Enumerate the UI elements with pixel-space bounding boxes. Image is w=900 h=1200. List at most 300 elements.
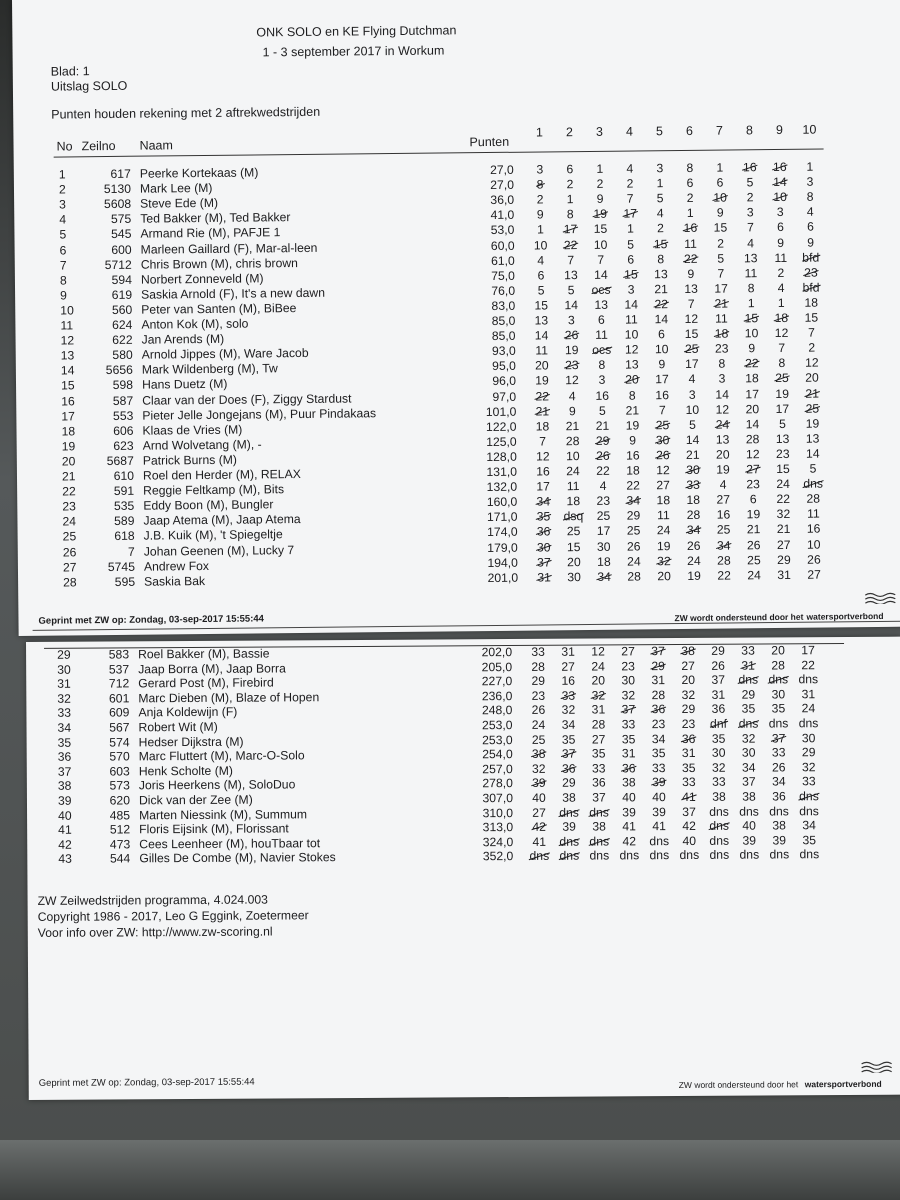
- points-cell: 313,0: [482, 820, 514, 835]
- rank-cell: 5: [59, 227, 67, 242]
- race-1-discarded-score: 8: [536, 177, 544, 192]
- name-cell: Joris Heerkens (M), SoloDuo: [138, 777, 296, 793]
- race-4-score: 38: [622, 775, 636, 790]
- rank-cell: 35: [57, 735, 72, 750]
- race-10-score: 33: [802, 774, 816, 789]
- points-cell: 95,0: [492, 359, 516, 374]
- support-text: ZW wordt ondersteund door het: [674, 611, 804, 624]
- race-1-score: 16: [536, 464, 550, 479]
- race-8-score: 34: [741, 760, 756, 775]
- race-1-score: 29: [531, 674, 546, 689]
- race-4-score: 16: [625, 448, 640, 463]
- race-9-discarded-score: 37: [771, 730, 786, 746]
- rank-cell: 20: [61, 454, 76, 469]
- points-cell: 227,0: [481, 674, 513, 689]
- race-6-discarded-score: 41: [682, 789, 696, 804]
- race-8-score: 20: [745, 401, 760, 416]
- race-2-score: 7: [567, 252, 575, 267]
- sail-number-cell: 553: [112, 408, 134, 423]
- race-4-score: 8: [628, 387, 636, 403]
- race-3-score: 38: [592, 819, 606, 834]
- race-1-score: 32: [531, 761, 546, 776]
- race-5-score: 6: [658, 327, 666, 342]
- race-7-discarded-score: dnf: [709, 716, 728, 731]
- col-header-race-3: 3: [595, 124, 603, 139]
- race-7-score: 7: [717, 266, 725, 281]
- race-4-score: dns: [619, 848, 640, 863]
- race-4-score: 2: [626, 176, 634, 191]
- race-10-score: 30: [801, 730, 816, 745]
- race-1-score: 19: [535, 373, 549, 388]
- name-cell: Gilles De Combe (M), Navier Stokes: [139, 850, 336, 866]
- event-title: ONK SOLO en KE Flying Dutchman: [256, 23, 457, 40]
- race-4-score: 23: [621, 658, 635, 673]
- race-6-score: 6: [686, 175, 694, 191]
- rank-cell: 23: [62, 499, 76, 514]
- race-7-discarded-score: dns: [709, 818, 730, 834]
- points-cell: 36,0: [490, 192, 515, 208]
- race-4-score: 40: [622, 790, 636, 805]
- race-4-score: 3: [627, 282, 635, 297]
- race-8-score: 13: [743, 250, 758, 265]
- name-cell: Robert Wit (M): [138, 719, 218, 735]
- col-header-race-1: 1: [535, 125, 543, 140]
- race-6-score: 32: [681, 687, 696, 702]
- name-cell: Dick van der Zee (M): [138, 792, 253, 808]
- col-header-race-4: 4: [625, 124, 633, 139]
- race-6-score: 20: [681, 673, 696, 688]
- race-8-score: 26: [746, 537, 761, 552]
- race-9-score: dns: [768, 716, 789, 731]
- race-10-score: 11: [807, 506, 820, 521]
- points-cell: 122,0: [485, 419, 517, 434]
- race-6-score: 3: [688, 387, 696, 402]
- race-6-score: 14: [685, 432, 700, 447]
- race-3-score: 31: [591, 702, 606, 717]
- sail-number-cell: 7: [127, 544, 135, 559]
- race-10-score: 27: [807, 567, 821, 582]
- rank-cell: 41: [58, 822, 72, 837]
- race-10-discarded-score: dns: [799, 789, 819, 804]
- race-2-score: 19: [564, 343, 579, 358]
- race-9-score: 22: [776, 492, 791, 507]
- race-10-score: 26: [807, 552, 821, 567]
- sail-number-cell: 574: [109, 734, 130, 750]
- sail-number-cell: 617: [110, 166, 131, 181]
- race-10-score: 24: [801, 701, 816, 716]
- race-5-score: 20: [657, 568, 671, 583]
- race-6-score: 15: [684, 326, 699, 342]
- race-4-score: 13: [625, 357, 639, 372]
- class-label: Uitslag SOLO: [50, 78, 128, 94]
- name-cell: Floris Eijsink (M), Florissant: [139, 821, 289, 837]
- race-9-score: 29: [777, 552, 791, 567]
- race-4-score: 25: [626, 523, 641, 538]
- race-3-score: 5: [598, 403, 606, 418]
- race-1-score: 23: [531, 688, 546, 703]
- rank-cell: 13: [60, 348, 75, 363]
- race-8-score: 24: [747, 567, 761, 583]
- race-5-score: 21: [654, 281, 668, 297]
- sail-number-cell: 485: [109, 807, 131, 823]
- race-1-discarded-score: 22: [535, 388, 550, 404]
- race-3-score: 6: [597, 312, 605, 327]
- race-3-discarded-score: 19: [593, 207, 608, 222]
- race-3-score: 8: [598, 358, 606, 373]
- rank-cell: 18: [61, 424, 76, 439]
- race-10-score: dns: [799, 803, 819, 818]
- race-8-score: 3: [746, 205, 754, 220]
- race-6-score: 1: [686, 206, 694, 221]
- race-8-discarded-score: 15: [744, 311, 759, 326]
- race-7-score: 14: [715, 387, 730, 402]
- rank-cell: 43: [58, 852, 72, 867]
- rank-cell: 17: [61, 408, 75, 424]
- race-9-score: 26: [771, 760, 786, 775]
- sail-number-cell: 600: [111, 242, 132, 257]
- race-3-score: 9: [596, 192, 604, 207]
- rank-cell: 22: [62, 484, 76, 499]
- race-4-score: 10: [624, 327, 639, 342]
- points-cell: 160,0: [486, 494, 518, 510]
- race-5-score: 8: [657, 251, 665, 266]
- name-cell: Cees Leenheer (M), houTbaar tot: [139, 836, 321, 852]
- race-10-score: 20: [805, 370, 819, 386]
- results-sheet-page-1: [12, 0, 900, 636]
- sail-number-cell: 575: [110, 212, 132, 227]
- race-2-score: 6: [566, 162, 574, 177]
- race-7-score: 33: [712, 775, 726, 790]
- name-cell: Claar van der Does (F), Ziggy Stardust: [142, 390, 352, 408]
- discard-note: Punten houden rekening met 2 aftrekwedstrijden: [51, 104, 321, 122]
- race-10-score: 32: [801, 759, 816, 775]
- name-cell: Reggie Feltkamp (M), Bits: [143, 482, 285, 498]
- sail-number-cell: 712: [108, 676, 130, 691]
- race-2-score: 30: [567, 569, 581, 584]
- race-8-score: 9: [748, 341, 756, 356]
- points-cell: 254,0: [482, 747, 513, 762]
- race-3-score: dns: [589, 848, 610, 863]
- race-6-score: 21: [685, 447, 700, 462]
- rank-cell: 6: [59, 242, 67, 258]
- race-2-score: 16: [561, 673, 576, 688]
- col-header-race-5: 5: [655, 124, 663, 139]
- race-3-score: 25: [596, 509, 611, 524]
- name-cell: Saskia Bak: [144, 573, 206, 589]
- race-5-score: 27: [656, 478, 670, 493]
- race-6-score: 11: [684, 236, 697, 251]
- name-cell: Patrick Burns (M): [142, 452, 238, 468]
- race-1-score: 1: [536, 222, 544, 237]
- race-8-score: 17: [745, 386, 760, 401]
- name-cell: Henk Scholte (M): [138, 763, 233, 779]
- col-header-zeilno: Zeilno: [81, 138, 116, 154]
- sail-number-cell: 598: [112, 378, 134, 393]
- race-10-score: 19: [805, 416, 820, 431]
- points-cell: 205,0: [481, 659, 513, 674]
- support-text-2: ZW wordt ondersteund door het: [678, 1079, 799, 1091]
- points-cell: 60,0: [490, 238, 515, 253]
- window-sill: [0, 1140, 900, 1200]
- race-9-discarded-score: 14: [773, 174, 787, 190]
- race-9-score: 4: [777, 280, 785, 295]
- name-cell: Roel den Herder (M), RELAX: [142, 467, 301, 483]
- race-5-discarded-score: 22: [654, 297, 669, 312]
- points-cell: 202,0: [481, 645, 513, 660]
- race-3-score: 30: [596, 539, 611, 554]
- race-7-score: 19: [716, 462, 730, 477]
- race-10-score: 14: [805, 446, 820, 461]
- rank-cell: 33: [57, 706, 72, 721]
- race-8-score: 30: [741, 745, 756, 760]
- race-6-score: 4: [688, 372, 696, 387]
- race-6-score: 17: [684, 357, 699, 372]
- race-2-discarded-score: dns: [559, 849, 580, 864]
- name-cell: Pieter Jelle Jongejans (M), Puur Pindakaas: [142, 405, 377, 423]
- race-3-score: 21: [595, 418, 610, 433]
- race-2-score: 4: [568, 388, 576, 403]
- race-5-score: 40: [652, 790, 666, 805]
- print-stamp: Geprint met ZW op: Zondag, 03-sep-2017 15:55:44: [38, 613, 264, 627]
- race-9-discarded-score: 25: [775, 371, 789, 386]
- race-8-score: 19: [746, 507, 761, 522]
- race-7-score: 20: [715, 447, 730, 462]
- race-3-score: 37: [592, 790, 606, 805]
- rank-cell: 3: [59, 197, 67, 212]
- name-cell: Arnold Jippes (M), Ware Jacob: [141, 346, 309, 362]
- race-8-score: 21: [746, 522, 761, 537]
- race-6-score: 23: [681, 716, 696, 731]
- race-5-score: 35: [651, 746, 666, 761]
- race-9-score: 23: [775, 446, 790, 461]
- race-3-score: 17: [596, 524, 611, 539]
- sail-number-cell: 587: [112, 393, 134, 408]
- sail-number-cell: 5712: [104, 257, 132, 272]
- race-4-score: 26: [626, 538, 641, 554]
- race-2-score: 5: [567, 282, 575, 297]
- race-4-discarded-score: 34: [626, 493, 641, 508]
- race-9-score: 35: [771, 701, 786, 716]
- race-7-score: 11: [714, 311, 728, 326]
- name-cell: Ted Bakker (M), Ted Bakker: [140, 210, 291, 226]
- rank-cell: 4: [59, 212, 67, 227]
- race-9-score: 15: [776, 461, 790, 477]
- race-10-score: 29: [801, 745, 816, 760]
- rank-cell: 15: [60, 378, 75, 393]
- race-10-score: 3: [806, 174, 814, 189]
- rank-cell: 28: [63, 575, 77, 590]
- sail-number-cell: 619: [111, 287, 133, 302]
- race-3-score: 12: [591, 644, 605, 659]
- race-2-score: 21: [565, 418, 580, 433]
- race-3-score: 11: [595, 327, 608, 343]
- sail-number-cell: 609: [109, 705, 130, 720]
- race-6-score: 8: [686, 160, 694, 175]
- points-cell: 85,0: [491, 313, 516, 328]
- race-3-discarded-score: dns: [589, 805, 609, 820]
- race-1-score: 18: [535, 419, 550, 434]
- race-5-score: 24: [656, 523, 671, 538]
- race-6-score: 27: [681, 658, 695, 673]
- race-8-score: 18: [745, 371, 759, 386]
- race-10-discarded-score: bfd: [802, 250, 820, 265]
- race-7-score: 36: [711, 702, 726, 717]
- sail-number-cell: 591: [113, 483, 135, 499]
- points-cell: 201,0: [487, 570, 519, 585]
- race-1-discarded-score: dns: [529, 849, 550, 864]
- points-cell: 96,0: [492, 374, 517, 389]
- race-2-score: 12: [565, 373, 579, 388]
- race-6-score: 29: [681, 702, 696, 717]
- points-cell: 132,0: [486, 479, 518, 495]
- race-8-discarded-score: dns: [738, 672, 759, 687]
- race-10-discarded-score: 23: [804, 265, 818, 280]
- points-cell: 179,0: [487, 540, 518, 555]
- race-6-discarded-score: 25: [684, 342, 699, 357]
- points-cell: 83,0: [491, 298, 516, 313]
- race-8-score: 8: [747, 281, 755, 296]
- race-6-score: 33: [682, 775, 696, 790]
- rank-cell: 38: [57, 779, 72, 794]
- race-4-score: 12: [624, 342, 639, 357]
- race-1-score: 3: [536, 162, 544, 177]
- rank-cell: 36: [57, 749, 72, 764]
- race-1-discarded-score: 35: [536, 509, 551, 524]
- points-cell: 41,0: [490, 208, 515, 223]
- race-10-score: 10: [806, 537, 821, 552]
- race-6-score: 18: [686, 493, 701, 508]
- race-10-score: dns: [799, 847, 820, 862]
- race-9-score: 28: [771, 657, 785, 673]
- race-3-score: 1: [596, 161, 604, 176]
- race-10-score: 16: [806, 521, 821, 537]
- race-1-discarded-score: 30: [536, 539, 551, 555]
- race-3-score: 35: [591, 746, 606, 761]
- rank-cell: 7: [59, 258, 67, 273]
- sail-number-cell: 622: [112, 332, 133, 348]
- sail-number-cell: 570: [109, 749, 130, 764]
- race-7-score: 16: [716, 507, 731, 522]
- sail-number-cell: 594: [111, 272, 133, 287]
- race-8-score: 6: [749, 492, 757, 507]
- race-8-score: dns: [739, 804, 759, 819]
- race-6-score: 40: [682, 833, 697, 848]
- race-10-score: 15: [804, 310, 819, 325]
- race-9-score: 30: [771, 687, 786, 702]
- race-2-score: 20: [567, 554, 581, 569]
- race-7-score: 26: [711, 658, 725, 673]
- race-1-score: 7: [539, 434, 547, 449]
- race-10-discarded-score: 25: [805, 401, 820, 416]
- race-3-discarded-score: ocs: [592, 342, 612, 358]
- race-7-score: dns: [709, 804, 729, 819]
- race-5-score: 1: [656, 176, 664, 191]
- points-cell: 352,0: [482, 849, 514, 864]
- sail-number-cell: 5608: [103, 196, 132, 212]
- race-8-score: dns: [739, 847, 760, 863]
- race-5-score: 34: [651, 731, 666, 746]
- race-3-score: 13: [594, 297, 609, 312]
- race-8-score: 37: [742, 774, 756, 790]
- name-cell: Hedser Dijkstra (M): [138, 734, 244, 749]
- race-9-score: 27: [776, 537, 791, 552]
- race-10-score: dns: [798, 672, 819, 687]
- points-cell: 278,0: [482, 776, 513, 791]
- rank-cell: 14: [60, 363, 75, 378]
- race-7-score: 4: [719, 477, 727, 492]
- rank-cell: 8: [59, 273, 67, 288]
- race-1-discarded-score: 34: [536, 494, 551, 509]
- points-cell: 310,0: [482, 805, 514, 820]
- name-cell: Saskia Arnold (F), It's a new dawn: [141, 285, 326, 302]
- name-cell: Anja Koldewijn (F): [138, 705, 238, 720]
- race-8-score: 2: [746, 190, 754, 205]
- race-2-discarded-score: 22: [563, 237, 578, 252]
- race-1-discarded-score: 38: [531, 747, 546, 762]
- race-7-score: 17: [714, 281, 728, 296]
- race-9-score: 11: [774, 250, 788, 265]
- race-5-score: 4: [656, 206, 664, 221]
- points-cell: 97,0: [492, 389, 517, 404]
- race-1-score: 4: [537, 253, 545, 268]
- waves-icon: [864, 592, 898, 604]
- race-6-discarded-score: 30: [686, 462, 700, 477]
- results-sheet-page-2: [26, 637, 900, 1100]
- race-9-score: 3: [776, 205, 784, 220]
- race-4-score: 7: [626, 191, 634, 206]
- rank-cell: 40: [58, 808, 72, 823]
- name-cell: Marc Dieben (M), Blaze of Hopen: [138, 690, 320, 706]
- race-8-score: 33: [741, 643, 755, 658]
- col-header-race-8: 8: [745, 123, 753, 138]
- race-1-discarded-score: 36: [536, 524, 551, 539]
- race-8-score: 40: [742, 818, 756, 833]
- race-3-score: 23: [596, 493, 611, 509]
- name-cell: Mark Lee (M): [139, 181, 213, 196]
- points-cell: 194,0: [487, 555, 518, 570]
- points-cell: 101,0: [485, 404, 517, 419]
- race-2-discarded-score: dsq: [563, 509, 584, 524]
- race-4-score: 30: [621, 673, 636, 688]
- race-9-score: 32: [776, 507, 791, 522]
- name-cell: Gerard Post (M), Firebird: [138, 675, 274, 691]
- race-3-score: 10: [593, 237, 608, 252]
- race-8-score: 5: [746, 175, 754, 190]
- race-6-score: 19: [687, 568, 701, 583]
- race-2-discarded-score: 33: [561, 688, 576, 703]
- points-cell: 253,0: [482, 732, 513, 747]
- race-4-score: 27: [621, 644, 635, 659]
- rank-cell: 10: [60, 303, 74, 318]
- race-6-discarded-score: 34: [686, 523, 701, 538]
- print-stamp-2: Geprint met ZW op: Zondag, 03-sep-2017 15:55:44: [38, 1076, 255, 1089]
- race-8-score: 39: [742, 833, 757, 848]
- race-6-score: 26: [686, 538, 701, 553]
- race-10-score: 34: [802, 818, 816, 833]
- race-1-score: 5: [537, 283, 545, 298]
- points-cell: 93,0: [491, 343, 516, 359]
- race-3-discarded-score: 26: [595, 448, 610, 463]
- race-4-score: 28: [627, 569, 641, 584]
- race-5-score: 23: [651, 717, 666, 732]
- race-1-discarded-score: 42: [532, 820, 546, 835]
- race-6-score: 24: [687, 553, 701, 568]
- sail-number-cell: 610: [113, 468, 135, 483]
- race-1-score: 6: [537, 268, 545, 283]
- name-cell: Marten Niessink (M), Summum: [139, 806, 308, 822]
- race-5-score: 13: [654, 266, 668, 281]
- race-4-score: 9: [629, 433, 637, 448]
